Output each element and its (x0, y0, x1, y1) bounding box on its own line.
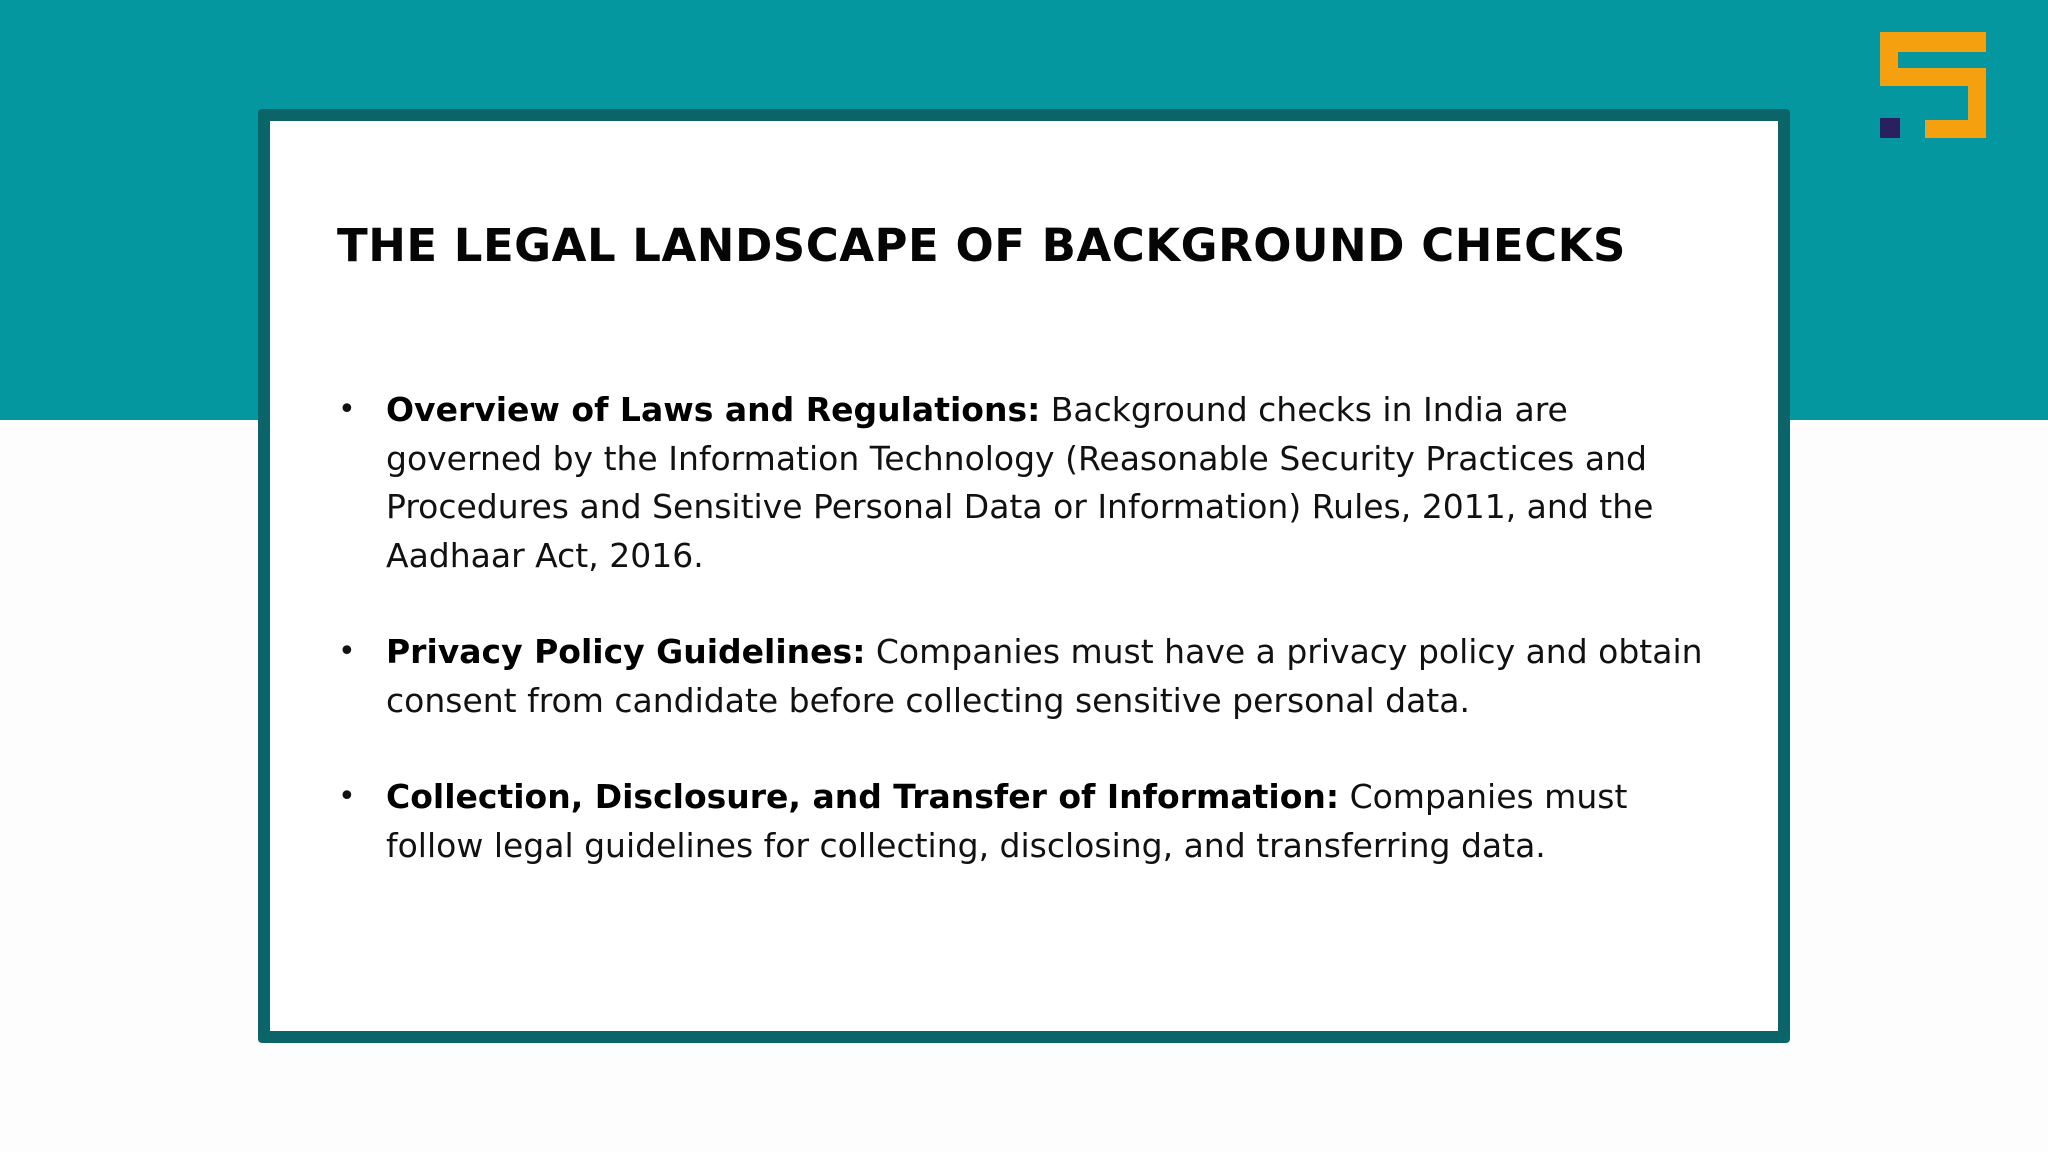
bullet-item (328, 773, 1718, 870)
content-card (258, 109, 1790, 1043)
bullet-term: Collection, Disclosure, and Transfer of Information: (386, 777, 1340, 816)
slide-title: THE LEGAL LANDSCAPE OF BACKGROUND CHECKS (337, 219, 1626, 272)
bullet-text: Background checks in India are governed by the Information Technology (Reasonable Security Practices and Procedures and Sensitive Personal Data or Information) Rules, 2011, and the Aadhaar Act, 2016. (386, 390, 1654, 575)
bullet-item (328, 386, 1718, 580)
bullet-dot: • (338, 779, 356, 814)
bullet-dot: • (338, 634, 356, 669)
brand-logo-svg (1880, 32, 1988, 140)
logo-square (1880, 118, 1900, 138)
bullet-dot: • (338, 392, 356, 427)
bullet-text: Companies must have a privacy policy and obtain consent from candidate before collecting sensitive personal data. (386, 632, 1703, 720)
bullet-item (328, 628, 1718, 725)
bullet-text: Companies must follow legal guidelines for collecting, disclosing, and transferring data. (386, 777, 1628, 865)
brand-logo-icon (1880, 32, 1988, 140)
bullet-term: Privacy Policy Guidelines: (386, 632, 866, 671)
bullet-list (328, 386, 1718, 918)
bullet-term: Overview of Laws and Regulations: (386, 390, 1041, 429)
